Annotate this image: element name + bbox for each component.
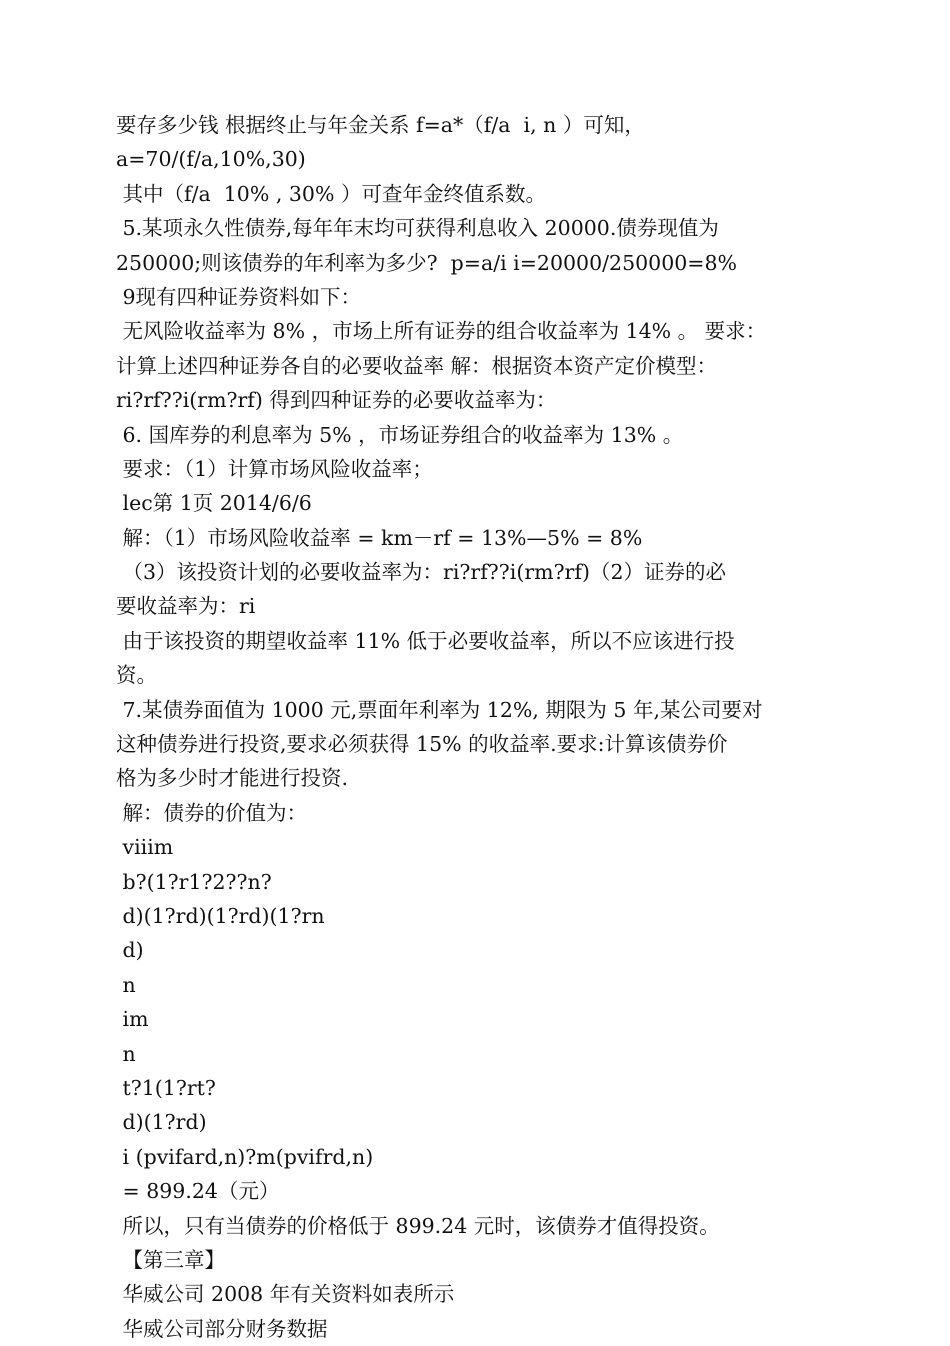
- formula-line: n: [116, 972, 136, 997]
- text-line: 要存多少钱 根据终止与年金关系 f=a*（f/a i, n ）可知，: [116, 113, 645, 137]
- chapter-heading: 【第三章】: [116, 1247, 226, 1272]
- text-line: 由于该投资的期望收益率 11% 低于必要收益率，所以不应该进行投: [116, 628, 735, 653]
- text-line: ri?rf??i(rm?rf) 得到四种证券的必要收益率为：: [116, 388, 557, 413]
- text-line: 这种债券进行投资,要求必须获得 15% 的收益率.要求:计算该债券价: [116, 732, 728, 757]
- text-line: 要收益率为：ri: [116, 594, 256, 619]
- formula-line: b?(1?r1?2??n?: [116, 869, 272, 894]
- formula-line: i (pvifard,n)?m(pvifrd,n): [116, 1144, 374, 1169]
- text-line: 无风险收益率为 8% ，市场上所有证券的组合收益率为 14% 。 要求：: [116, 319, 767, 344]
- formula-line: t?1(1?rt?: [116, 1075, 216, 1100]
- text-line: 9现有四种证券资料如下：: [116, 284, 362, 309]
- formula-line: d)(1?rd)(1?rd)(1?rn: [116, 903, 325, 928]
- formula-line: d)(1?rd): [116, 1110, 207, 1135]
- formula-line: = 899.24（元）: [116, 1179, 280, 1204]
- text-line: 7.某债券面值为 1000 元,票面年利率为 12%, 期限为 5 年,某公司要对: [116, 697, 763, 722]
- text-line: 6. 国库券的利息率为 5% ，市场证券组合的收益率为 13% 。: [116, 422, 684, 447]
- formula-line: d): [116, 938, 144, 963]
- text-line: 其中（f/a 10% , 30% ）可查年金终值系数。: [116, 181, 546, 206]
- text-line: 250000;则该债券的年利率为多少? p=a/i i=20000/250000=8%: [116, 250, 737, 275]
- text-line: 解：（1）市场风险收益率 = km－rf = 13%—5% = 8%: [116, 525, 643, 550]
- text-line: a=70/(f/a,10%,30): [116, 147, 306, 172]
- text-line: 计算上述四种证券各自的必要收益率 解：根据资本资产定价模型：: [116, 353, 718, 378]
- text-line: 资。: [116, 663, 157, 688]
- document-body: [116, 108, 856, 1346]
- text-line: 要求：（1）计算市场风险收益率；: [116, 456, 433, 481]
- page-footer-text: lec第 1页 2014/6/6: [116, 491, 312, 516]
- text-line: 格为多少时才能进行投资.: [116, 766, 349, 791]
- text-line: 华威公司部分财务数据: [116, 1316, 328, 1341]
- text-line: 解：债券的价值为：: [116, 800, 308, 825]
- text-line: 5.某项永久性债券,每年年末均可获得利息收入 20000.债券现值为: [116, 216, 719, 241]
- text-line: 所以，只有当债券的价格低于 899.24 元时，该债券才值得投资。: [116, 1213, 720, 1238]
- text-line: 华威公司 2008 年有关资料如表所示: [116, 1282, 455, 1307]
- formula-line: im: [116, 1007, 149, 1032]
- text-line: （3）该投资计划的必要收益率为：ri?rf??i(rm?rf)（2）证券的必: [116, 560, 726, 585]
- formula-line: viiim: [116, 835, 174, 860]
- formula-line: n: [116, 1041, 136, 1066]
